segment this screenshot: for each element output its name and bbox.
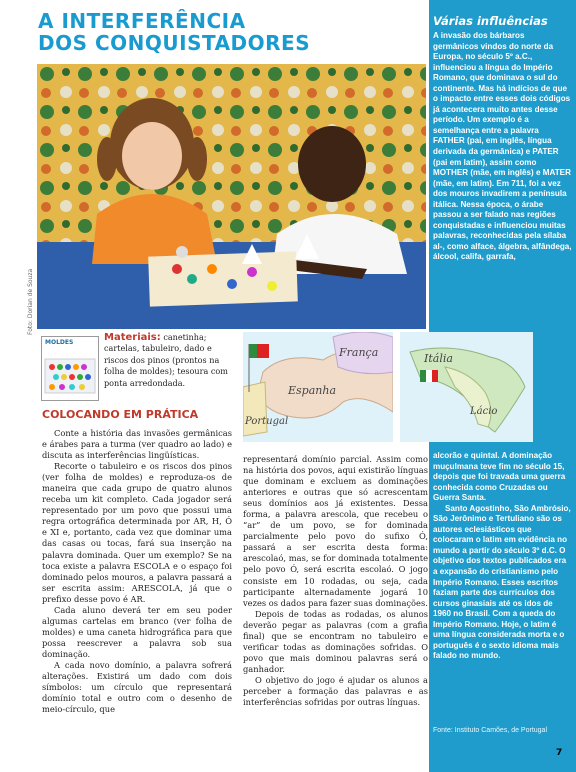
sidebar-paragraph: A invasão dos bárbaros germânicos vindos do norte da Europa, no século 5º a.C., influenciou a língua do Império Romano, que dominava o sul do continente. Mas há indícios de que o impacto entre esses dois códigos já acontecera muito antes desse período. Um exemplo é a semelhança entre a palavra FATHER (pai, em inglês, língua derivada da germânica) e PATER (pai em latim), assim como MOTHER (mãe, em inglês) e MATER (mãe, em latim). Em 711, foi a vez dos mouros invadirem a península itálica. Nessa época, o árabe passou a ser falado nas regiões conquistadas e influenciou muitas palavras, reconhecidas pela sílaba al-, como alface, álgebra, alfândega, álcool, califa, garrafa, <box>433 31 572 262</box>
map-label-italia: Itália <box>424 352 453 365</box>
column-2 <box>243 454 428 708</box>
title-line-2: DOS CONQUISTADORES <box>38 31 311 55</box>
sidebar-paragraph: alcorão e quintal. A dominação muçulmana teve fim no século 15, depois que foi travada uma guerra conhecida como Cruzadas ou Guerra Santa. <box>433 451 566 503</box>
map-label-espanha: Espanha <box>288 384 337 397</box>
photo-children-playing <box>37 64 426 329</box>
materials-label: Materiais: <box>104 332 161 343</box>
photo-credit: Foto: Dorian de Souza <box>27 268 34 335</box>
map-iberia <box>243 332 393 442</box>
sidebar-paragraph: Santo Agostinho, São Ambrósio, São Jerônimo e Tertuliano são os autores eclesiásticos que colocaram o latim em evidência no mundo a partir do século 3º d.C. O objetivo dos textos publicados era a expansão do cristianismo pelo Império Romano. Esses escritos faziam parte dos currículos dos cursos ginasiais até os idos de 1960 no Brasil. Com a queda do Império Romano. Hoje, o latim é uma língua considerada morta e o português é o sexto idioma mais falado no mundo. <box>433 503 571 661</box>
moldes-label: MOLDES <box>45 339 74 346</box>
sidebar-title: Várias influências <box>433 14 548 28</box>
column-1 <box>42 428 232 715</box>
map-italy-drawing <box>400 332 533 442</box>
title-line-1: A INTERFERÊNCIA <box>38 9 246 33</box>
moldes-board-icon <box>42 337 98 400</box>
map-label-franca: França <box>339 346 379 359</box>
materials-list: canetinha; cartelas, tabuleiro, dado e riscos dos pinos (prontos na folha de moldes); tesoura com ponta arredondada. <box>104 332 228 388</box>
col1-paragraph: Recorte o tabuleiro e os riscos dos pinos (ver folha de moldes) e reproduza-os de maneira que cada grupo de quatro alunos receba um kit completo. Cada jogador será representado por um povo que possui uma regra ortográfica determinada por AR, H, Ó e XI e, portanto, cada vez que dominar uma das casas ou tocas, fará sua inserção na palavra dominada. Quer um exemplo? Se na toca existe a palavra ESCOLA e o espaço foi dominado pelos mouros, a palavra passará a ser escrita assim: ARESCOLA, já que o prefixo desse povo é AR. <box>42 461 232 604</box>
photo-illustration <box>37 64 426 329</box>
section-title: COLOCANDO EM PRÁTICA <box>42 408 199 421</box>
col1-paragraph: Conte a história das invasões germânicas e árabes para a turma (ver quadro ao lado) e discuta as interferências lingüísticas. <box>42 428 232 461</box>
map-italy <box>400 332 533 442</box>
sidebar-text-bottom <box>433 451 572 662</box>
sidebar-source: Fonte: Instituto Camões, de Portugal <box>433 727 548 734</box>
col1-paragraph: A cada novo domínio, a palavra sofrerá alterações. Existirá um dado com dois símbolos: um círculo que representará domínio total e outro com o desenho de meio-círculo, que <box>42 659 232 715</box>
col1-paragraph: Cada aluno deverá ter em seu poder algumas cartelas em branco (ver folha de moldes) e uma caneta hidrográfica para que possa reescrever a palavra sob sua dominação. <box>42 604 232 659</box>
page-number: 7 <box>556 748 563 758</box>
materials-text <box>104 332 234 389</box>
col2-paragraph: Depois de todas as rodadas, os alunos deverão pegar as palavras (com a grafia final) que se encontram no tabuleiro e verificar todas as dominações sofridas. O povo que mais dominou palavras será o ganhador. <box>243 608 428 674</box>
sidebar-text-top <box>433 31 572 263</box>
col2-paragraph: O objetivo do jogo é ajudar os alunos a perceber a formação das palavras e as interferências sofridas por outras línguas. <box>243 674 428 708</box>
map-iberia-drawing <box>243 332 393 442</box>
page-title <box>38 10 418 54</box>
col2-paragraph: representará domínio parcial. Assim como na história dos povos, aqui existirão línguas que dominam e excluem as dominações anteriores e outras que só acrescentam seus domínios aos já existentes. Dessa forma, a palavra arescola, que recebeu o “ar” de um povo, se for dominada parcialmente pelo povo do sufixo Ó, passará a ser escrita desta forma: arescolaó, mas, se for dominada totalmente pelo povo Ó, será escrita escolaó. O jogo consiste em 10 rodadas, ou seja, cada participante alternadamente jogará 10 vezes os dados para fazer suas dominações. <box>243 454 428 608</box>
map-label-lacio: Lácio <box>470 406 498 417</box>
map-label-portugal: Portugal <box>245 416 289 427</box>
